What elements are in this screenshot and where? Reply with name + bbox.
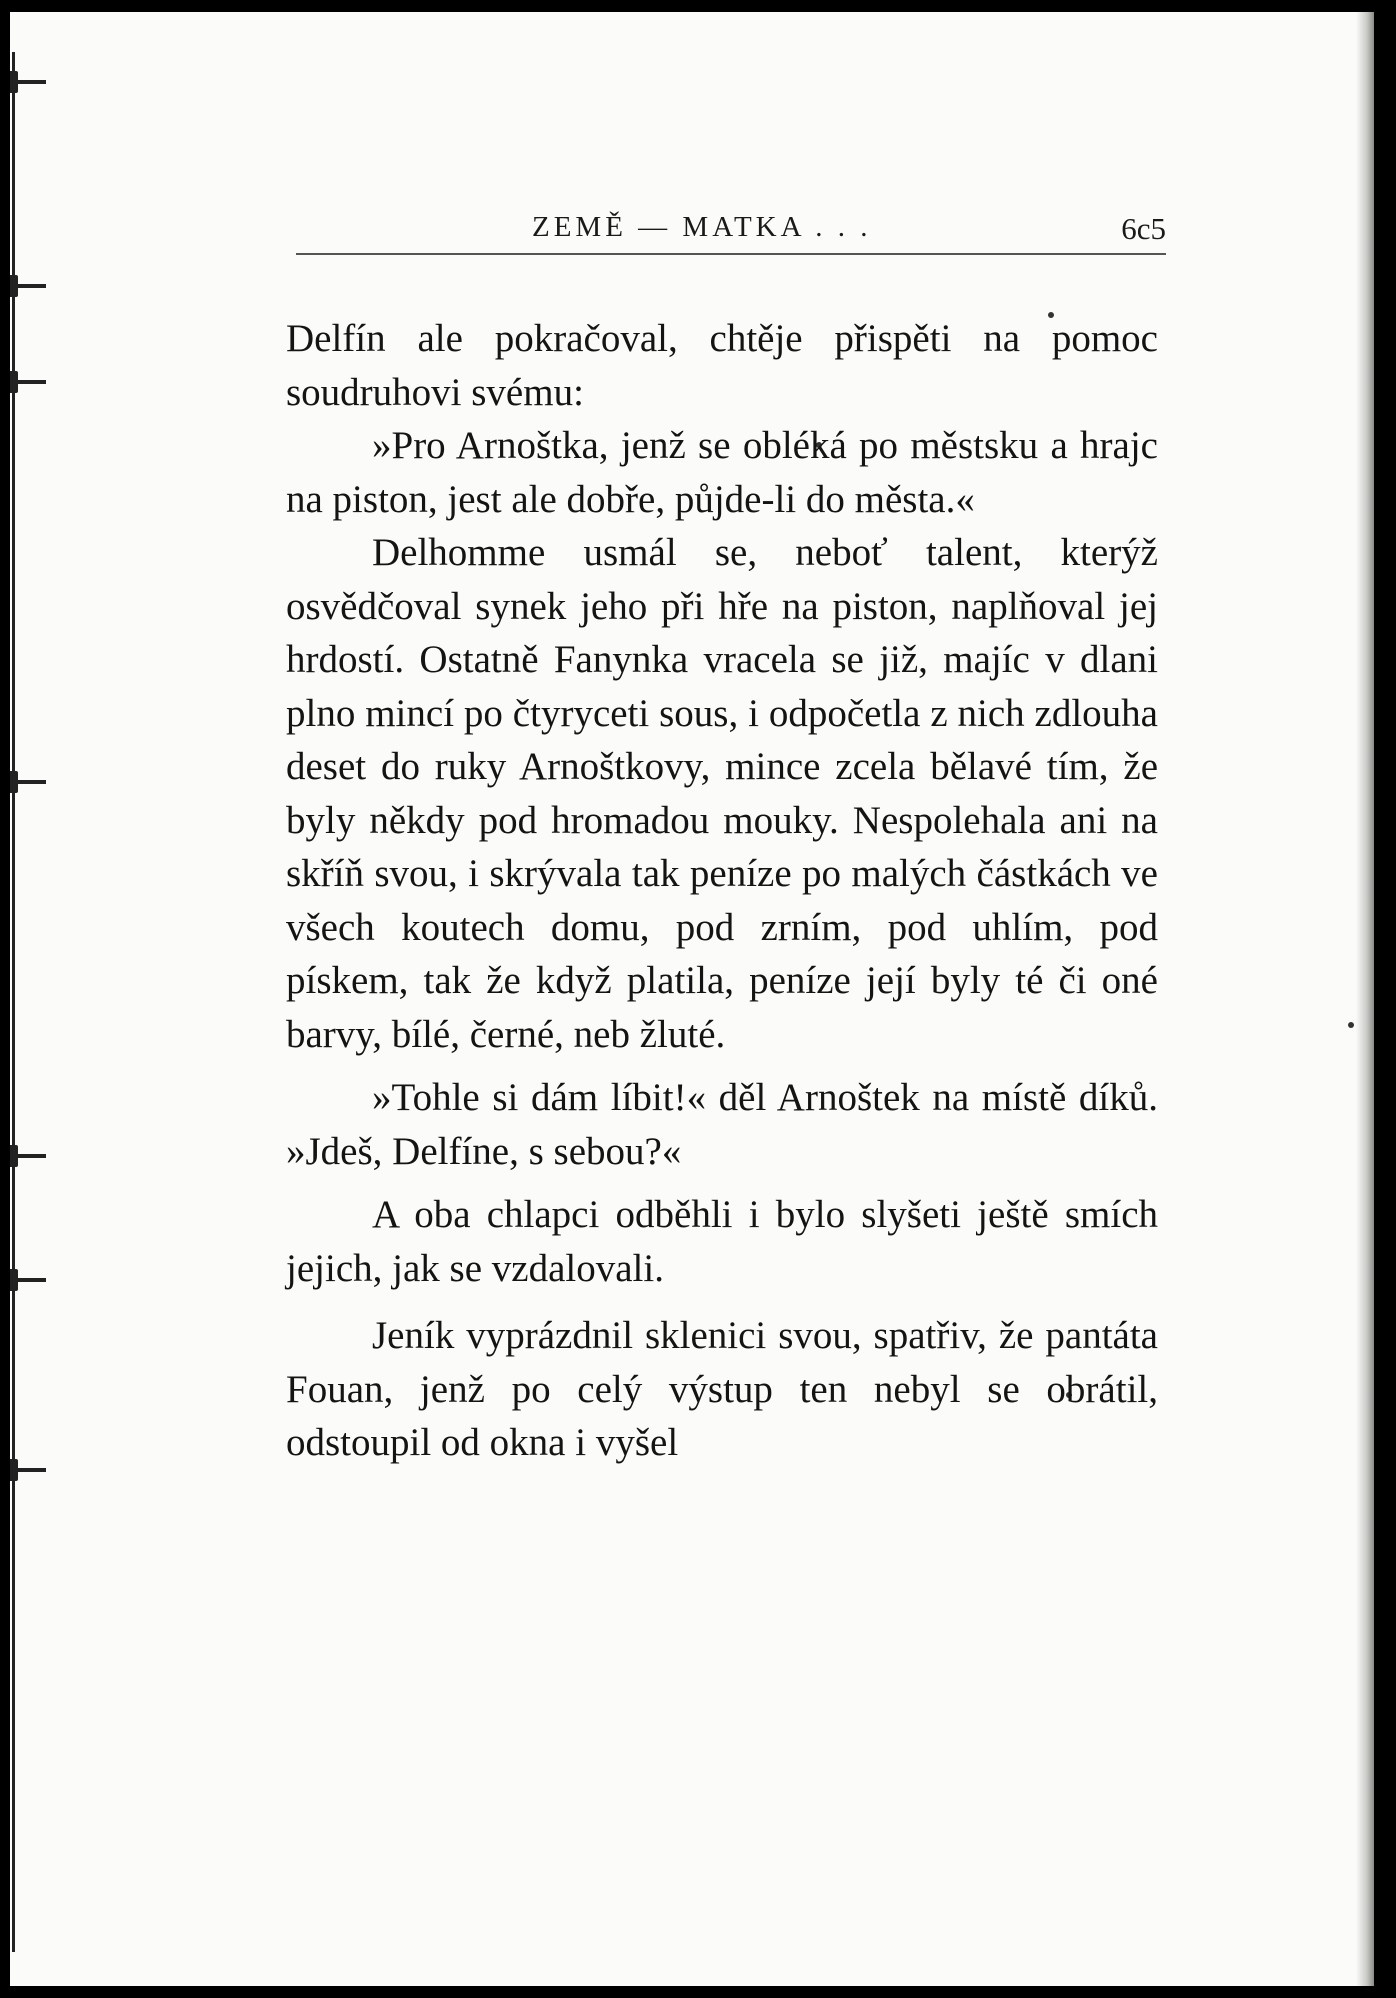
binding-mark bbox=[10, 780, 46, 784]
paragraph: Delfín ale pokračoval, chtěje přispěti na pomoc soudruhovi svému: bbox=[286, 317, 1158, 414]
binding-mark bbox=[10, 284, 46, 288]
body-text bbox=[286, 312, 1158, 1470]
page-number: 6c5 bbox=[1121, 211, 1166, 246]
binding-mark bbox=[10, 1278, 46, 1282]
paragraph: »Tohle si dám líbit!« děl Arnoštek na místě díků. »Jdeš, Delfíne, s sebou?« bbox=[286, 1076, 1158, 1173]
binding-mark bbox=[10, 1468, 46, 1472]
paragraph: Jeník vyprázdnil sklenici svou, spatřiv, že pantáta Fouan, jenž po celý výstup ten nebyl se obrátil, odstoupil od okna i vyšel bbox=[286, 1314, 1158, 1464]
running-head bbox=[296, 205, 1166, 255]
binding-mark bbox=[10, 80, 46, 84]
running-title: ZEMĚ — MATKA . . . bbox=[532, 211, 872, 243]
binding-mark bbox=[10, 1154, 46, 1158]
paragraph: Delhomme usmál se, neboť talent, kterýž osvědčoval synek jeho při hře na piston, naplňoval jej hrdostí. Ostatně Fanynka vracela se již, majíc v dlani plno mincí po čtyryceti sous, i odpočetla z nich zdlouha deset do ruky Arnoštkovy, mince zcela bělavé tím, že byly někdy pod hromadou mouky. Nespolehala ani na skříň svou, i skrývala tak peníze po malých částkách ve všech koutech domu, pod zrním, pod uhlím, pod pískem, tak že když platila, peníze její byly té či oné barvy, bílé, černé, neb žluté. bbox=[286, 531, 1158, 1056]
binding-mark bbox=[10, 380, 46, 384]
binding-gutter-line bbox=[12, 52, 15, 1952]
paragraph: »Pro Arnoštka, jenž se obléká po městsku a hrajc na piston, jest ale dobře, půjde-li do města.« bbox=[286, 424, 1158, 521]
paragraph: A oba chlapci odběhli i bylo slyšeti ještě smích jejich, jak se vzdalovali. bbox=[286, 1193, 1158, 1290]
print-speck bbox=[1348, 1022, 1354, 1028]
page-edge-shadow bbox=[1356, 12, 1374, 1986]
